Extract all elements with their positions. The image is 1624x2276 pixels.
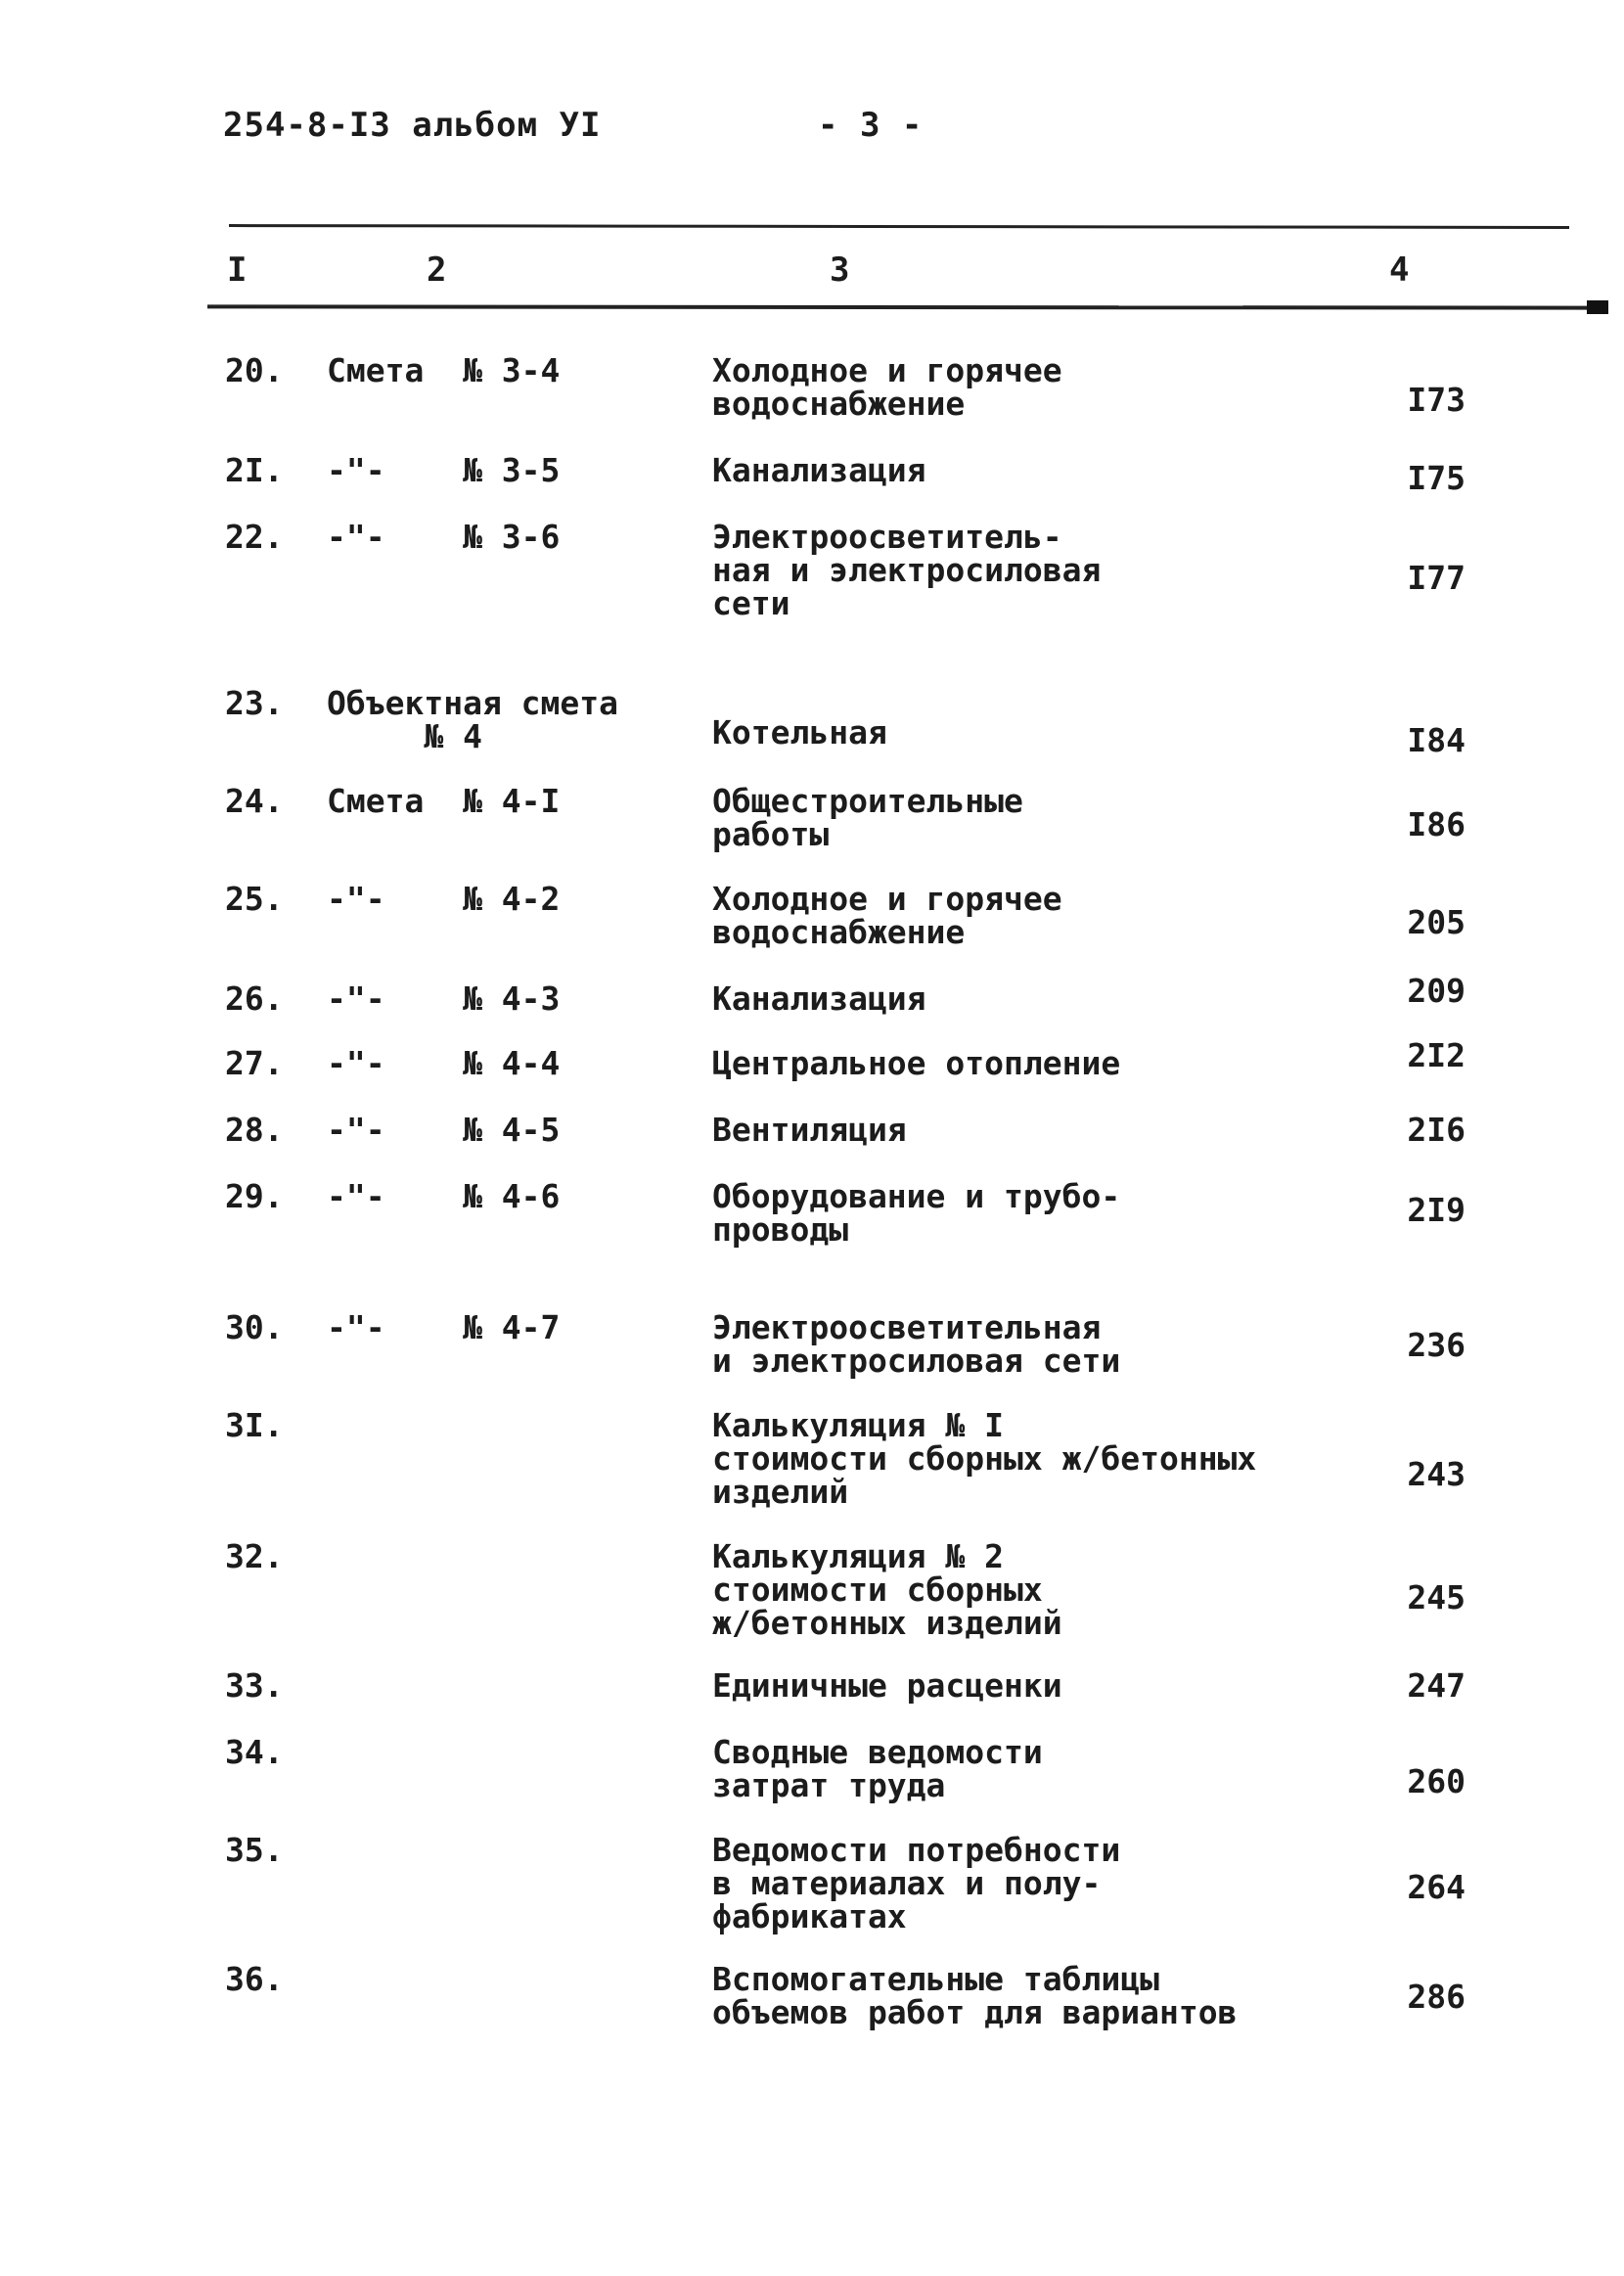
row-page: 2I2 [1407, 1036, 1466, 1074]
row-reference: -"- № 4-7 [327, 1308, 561, 1346]
row-reference: Объектная смета № 4 [327, 684, 619, 755]
row-description: Оборудование и трубо- проводы [712, 1177, 1121, 1249]
row-reference: -"- № 4-5 [327, 1111, 561, 1149]
row-number: 28. [225, 1111, 284, 1149]
row-page: 243 [1407, 1455, 1466, 1493]
row-number: 23. [225, 684, 284, 722]
row-reference: -"- № 3-6 [327, 518, 561, 556]
row-number: 36. [225, 1960, 284, 1998]
row-description: Центральное отопление [712, 1044, 1121, 1082]
row-number: 30. [225, 1308, 284, 1346]
row-description: Электроосветительная и электросиловая сети [712, 1308, 1121, 1380]
row-number: 22. [225, 518, 284, 556]
row-page: I77 [1407, 559, 1466, 597]
row-page: 247 [1407, 1666, 1466, 1705]
column-header-2: 2 [427, 250, 447, 290]
row-number: 27. [225, 1044, 284, 1082]
column-header-1: I [227, 250, 248, 290]
row-number: 33. [225, 1666, 284, 1705]
row-page: 264 [1407, 1868, 1466, 1906]
row-description: Канализация [712, 979, 926, 1018]
row-page: 2I6 [1407, 1111, 1466, 1149]
column-header-4: 4 [1389, 250, 1410, 290]
row-description: Единичные расценки [712, 1666, 1062, 1705]
row-number: 3I. [225, 1406, 284, 1444]
row-reference: -"- № 4-2 [327, 880, 561, 918]
row-reference: -"- № 4-4 [327, 1044, 561, 1082]
rule-ink-mark [1587, 300, 1608, 314]
row-description: Калькуляция № I стоимости сборных ж/бетонных изделий [712, 1406, 1257, 1511]
row-number: 26. [225, 979, 284, 1018]
row-page: I75 [1407, 459, 1466, 497]
row-description: Электроосветитель- ная и электросиловая сети [712, 518, 1102, 622]
row-description: Холодное и горячее водоснабжение [712, 880, 1062, 951]
row-page: I73 [1407, 381, 1466, 419]
row-page: 205 [1407, 903, 1466, 941]
row-page: 286 [1407, 1978, 1466, 2016]
row-page: 209 [1407, 972, 1466, 1010]
row-number: 20. [225, 351, 284, 389]
document-reference: 254-8-I3 альбом УI [223, 106, 602, 145]
row-description: Общестроительные работы [712, 782, 1023, 853]
row-reference: -"- № 4-3 [327, 979, 561, 1018]
row-number: 32. [225, 1537, 284, 1575]
column-header-3: 3 [830, 250, 850, 290]
row-description: Ведомости потребности в материалах и полу- фабрикатах [712, 1831, 1121, 1935]
row-number: 2I. [225, 451, 284, 489]
row-description: Калькуляция № 2 стоимости сборных ж/бетонных изделий [712, 1537, 1062, 1642]
row-page: 2I9 [1407, 1191, 1466, 1229]
row-number: 34. [225, 1733, 284, 1771]
row-page: I86 [1407, 805, 1466, 843]
page-number: - 3 - [818, 106, 924, 145]
row-reference: Смета № 3-4 [327, 351, 561, 389]
row-description: Канализация [712, 451, 926, 489]
row-page: I84 [1407, 721, 1466, 759]
row-description: Котельная [712, 713, 887, 751]
row-number: 29. [225, 1177, 284, 1215]
row-page: 260 [1407, 1762, 1466, 1800]
row-description: Вспомогательные таблицы объемов работ для вариантов [712, 1960, 1238, 2031]
row-description: Сводные ведомости затрат труда [712, 1733, 1043, 1804]
row-number: 25. [225, 880, 284, 918]
table-header-rule [207, 304, 1595, 309]
row-number: 35. [225, 1831, 284, 1869]
row-reference: Смета № 4-I [327, 782, 561, 820]
row-page: 245 [1407, 1578, 1466, 1616]
row-reference: -"- № 3-5 [327, 451, 561, 489]
row-reference: -"- № 4-6 [327, 1177, 561, 1215]
row-number: 24. [225, 782, 284, 820]
row-description: Вентиляция [712, 1111, 907, 1149]
row-page: 236 [1407, 1326, 1466, 1364]
table-top-rule [229, 224, 1569, 229]
row-description: Холодное и горячее водоснабжение [712, 351, 1062, 423]
